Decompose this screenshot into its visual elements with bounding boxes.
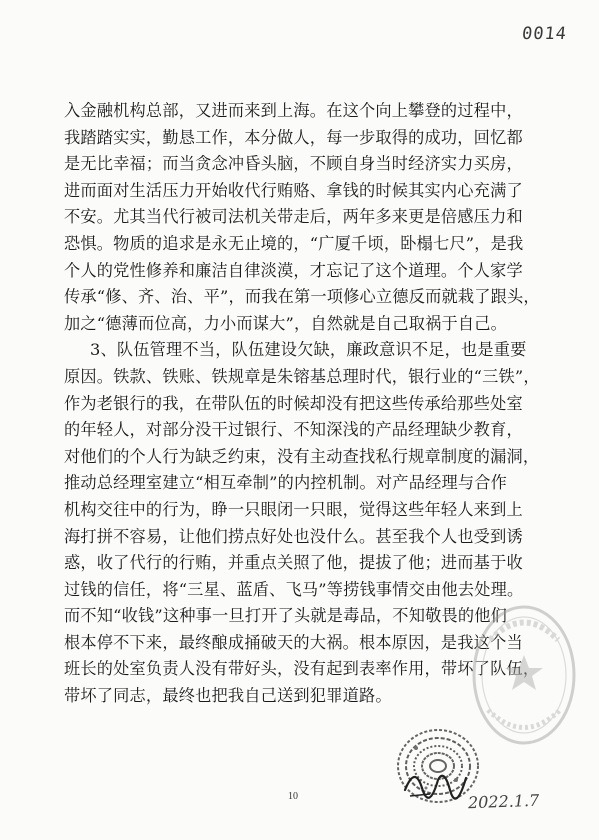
text-line: 机构交往中的行为，睁一只眼闭一只眼，觉得这些年轻人来到上: [64, 499, 523, 519]
text-line: 原因。铁款、铁账、铁规章是朱镕基总理时代，银行业的“三铁”，: [64, 366, 540, 386]
text-line: 带坏了同志，最终也把我自己送到犯罪道路。: [64, 686, 392, 706]
text-line: 惑，收了代行的行贿，并重点关照了他，提拔了他；进而基于收: [64, 553, 523, 573]
text-line: 海打拼不容易，让他们捞点好处也没什么。甚至我个人也受到诱: [64, 526, 523, 546]
text-line: 进而面对生活压力开始收代行贿赂、拿钱的时候其实内心充满了: [64, 180, 523, 200]
text-line: 不安。尤其当代行被司法机关带走后，两年多来更是倍感压力和: [64, 207, 523, 227]
text-line: 根本停不下来，最终酿成捅破天的大祸。根本原因，是我这个当: [64, 632, 523, 652]
text-line: 恐惧。物质的追求是永无止境的，“广厦千顷，卧榻七尺”，是我: [64, 233, 524, 253]
page-corner-number: 0014: [520, 24, 569, 44]
text-line: 传承“修、齐、治、平”，而我在第一项修心立德反而就栽了跟头，: [64, 287, 540, 307]
text-line: 我踏踏实实，勤恳工作，本分做人，每一步取得的成功，回忆都: [64, 127, 523, 147]
text-line: 加之“德薄而位高，力小而谋大”，自然就是自己取祸于自己。: [64, 313, 508, 333]
text-line: 对他们的个人行为缺乏约束，没有主动查找私行规章制度的漏洞，: [64, 446, 540, 466]
text-line: 个人的党性修养和廉洁自律淡漠，才忘记了这个道理。个人家学: [64, 260, 523, 280]
page-number: 10: [288, 791, 298, 802]
paragraph-start-line: 3、队伍管理不当，队伍建设欠缺，廉政意识不足，也是重要: [90, 340, 527, 360]
text-line: 入金融机构总部，又进而来到上海。在这个向上攀登的过程中，: [64, 101, 523, 120]
text-line: 推动总经理室建立“相互牵制”的内控机制。对产品经理与合作: [64, 473, 508, 493]
text-line: 过钱的信任，将“三星、蓝盾、飞马”等捞钱事情交由他去处理。: [64, 579, 524, 599]
text-line: 作为老银行的我，在带队伍的时候却没有把这些传承给那些处室: [64, 393, 523, 413]
signature-date: 2022.1.7: [467, 790, 540, 813]
text-line: 是无比幸福；而当贪念冲昏头脑，不顾自身当时经济实力买房，: [64, 154, 523, 174]
text-line: 而不知“收钱”这种事一旦打开了头就是毒品，不知敬畏的他们: [64, 606, 508, 626]
text-line: 的年轻人，对部分没干过银行、不知深浅的产品经理缺少教育，: [64, 420, 523, 440]
text-line: 班长的处室负责人没有带好头，没有起到表率作用，带坏了队伍，: [64, 659, 540, 679]
handwritten-signature: [400, 760, 470, 800]
